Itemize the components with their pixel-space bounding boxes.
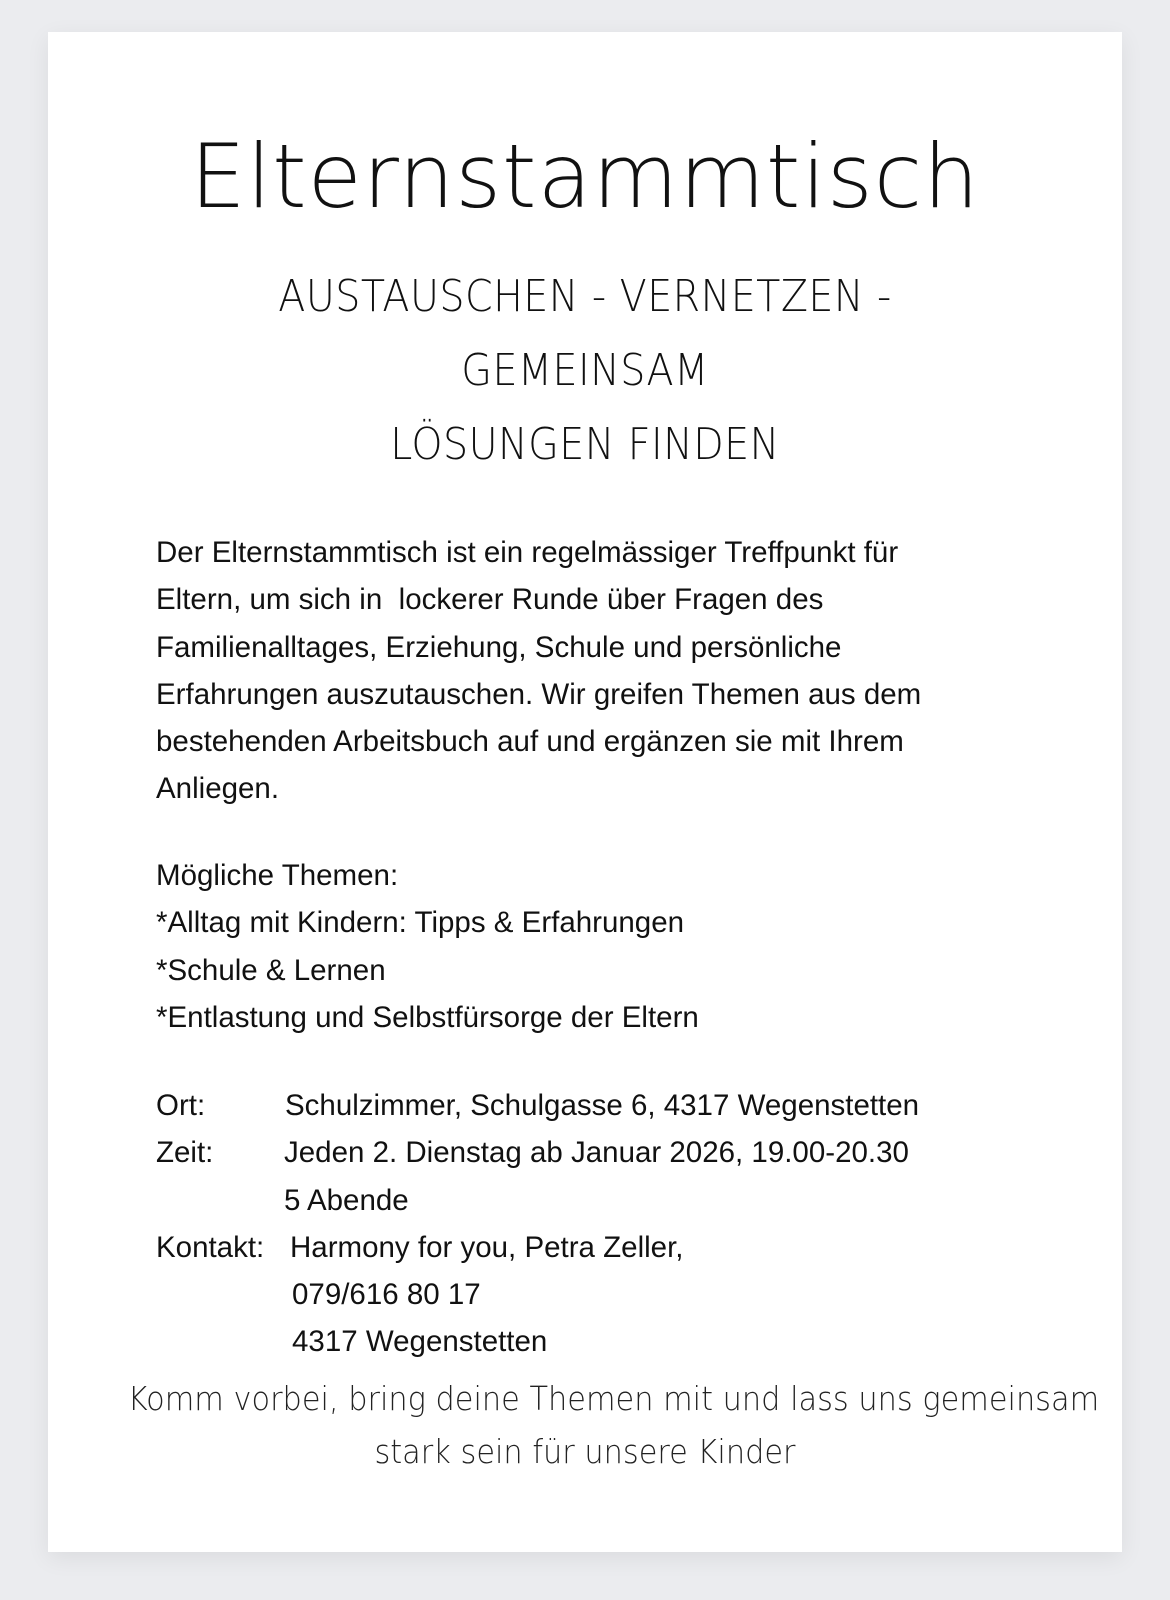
- flyer-subtitle: [156, 260, 1015, 482]
- intro-line: Familienalltages, Erziehung, Schule und persönliche: [156, 630, 842, 664]
- zeit-label: Zeit:: [156, 1136, 214, 1170]
- intro-line: Der Elternstammtisch ist ein regelmässiger Treffpunkt für: [156, 536, 899, 569]
- closing-message: [127, 1372, 1100, 1478]
- closing-line: stark sein für unsere Kinder: [374, 1432, 796, 1471]
- zeit-value-evenings: 5 Abende: [284, 1183, 409, 1217]
- flyer-card: [48, 32, 1122, 1552]
- theme-item: *Schule & Lernen: [156, 953, 386, 987]
- kontakt-town: 4317 Wegenstetten: [292, 1325, 548, 1359]
- subtitle-line: AUSTAUSCHEN - VERNETZEN - GEMEINSAM: [278, 271, 892, 396]
- intro-line: bestehenden Arbeitsbuch auf und ergänzen sie mit Ihrem: [156, 725, 904, 759]
- ort-value: Schulzimmer, Schulgasse 6, 4317 Wegenstetten: [285, 1089, 920, 1122]
- intro-line: Eltern, um sich in lockerer Runde über Fragen des: [156, 583, 824, 617]
- closing-line: Komm vorbei, bring deine Themen mit und lass uns gemeinsam: [127, 1379, 1100, 1418]
- themes-heading: Mögliche Themen:: [156, 859, 399, 892]
- info-row-kontakt-town: [156, 1318, 1076, 1365]
- flyer-title: Elternstammtisch: [190, 125, 980, 228]
- theme-item: *Entlastung und Selbstfürsorge der Eltern: [156, 1000, 699, 1034]
- kontakt-value: Harmony for you, Petra Zeller,: [290, 1230, 684, 1264]
- subtitle-line: LÖSUNGEN FINDEN: [390, 419, 780, 470]
- event-info: [156, 1082, 1076, 1366]
- info-row-kontakt: [156, 1224, 1076, 1271]
- themes-list: [156, 852, 1056, 1041]
- ort-label: Ort:: [156, 1089, 206, 1122]
- kontakt-label: Kontakt:: [156, 1230, 265, 1264]
- intro-line: Anliegen.: [156, 772, 280, 806]
- info-row-zeit-cont: [156, 1177, 1076, 1224]
- intro-paragraph: [156, 529, 1056, 813]
- intro-line: Erfahrungen auszutauschen. Wir greifen Themen aus dem: [156, 677, 922, 711]
- theme-item: *Alltag mit Kindern: Tipps & Erfahrungen: [156, 906, 685, 940]
- info-row-zeit: [156, 1129, 1076, 1176]
- zeit-value: Jeden 2. Dienstag ab Januar 2026, 19.00-20.30: [284, 1136, 909, 1170]
- info-row-kontakt-phone: [156, 1271, 1076, 1318]
- kontakt-phone: 079/616 80 17: [292, 1278, 481, 1312]
- info-row-ort: [156, 1082, 1076, 1129]
